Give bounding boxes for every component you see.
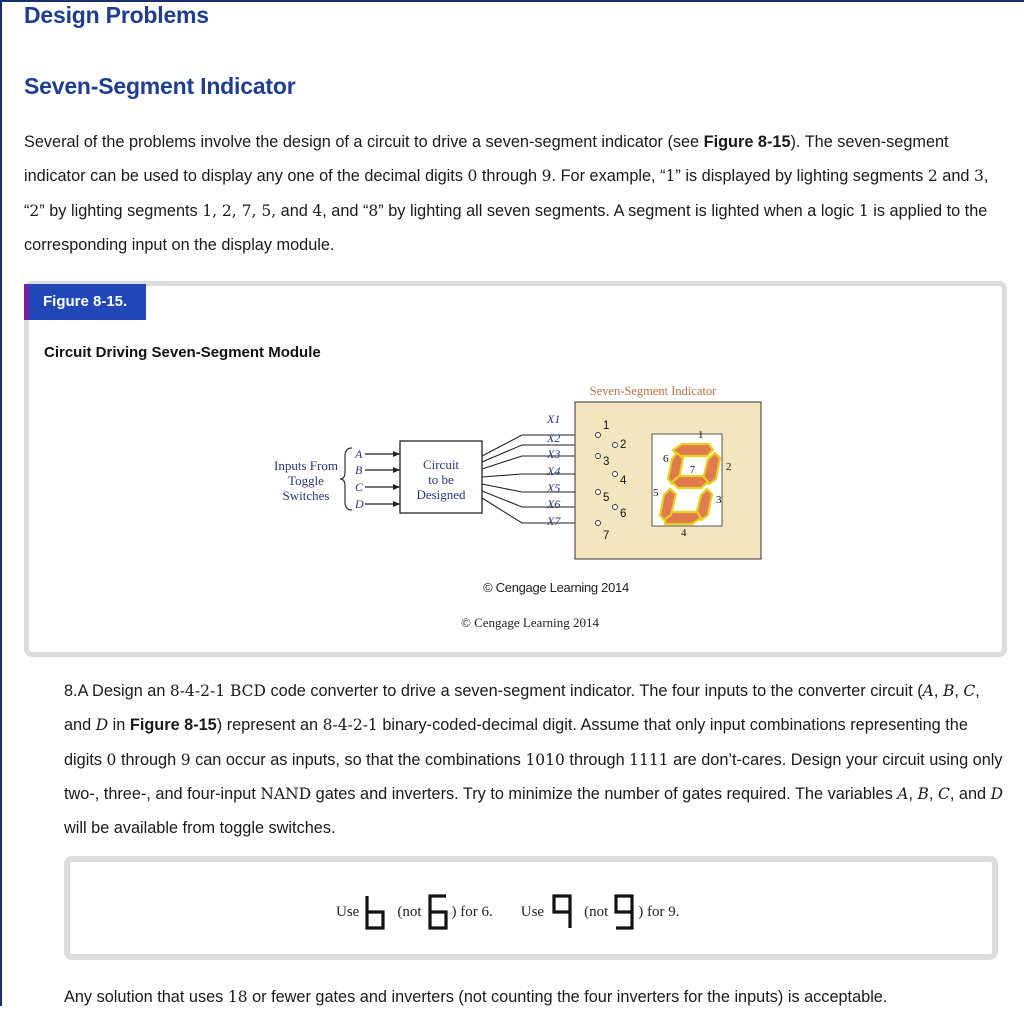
- section-title: Seven-Segment Indicator: [24, 73, 296, 99]
- output-label: X4: [547, 464, 561, 478]
- math-variable: C: [937, 784, 950, 803]
- problem-text: 8.A Design an: [64, 682, 170, 700]
- math-digit: 1: [665, 167, 676, 186]
- intro-text: ” by lighting segments: [39, 201, 203, 220]
- intro-paragraph: [24, 125, 1004, 262]
- problem-text: are don’t-cares. Design your circuit using only two-, three-, and four-input: [64, 750, 1003, 803]
- segment-number: 3: [716, 494, 722, 506]
- math-digit: 1: [858, 201, 869, 220]
- math-digit: 1111: [629, 750, 669, 769]
- output-label: X2: [547, 431, 561, 445]
- math-digit: 9: [180, 750, 191, 769]
- pin-terminal: [596, 454, 601, 459]
- math-digit: 2: [927, 167, 938, 186]
- window-frame-left: [0, 0, 2, 1006]
- math-digit: 0: [467, 167, 478, 186]
- intro-text: ). The seven-segment indicator can be used to display any one of the decimal digits: [24, 133, 949, 186]
- math-digit: 8: [368, 201, 379, 220]
- output-wire: [482, 445, 575, 462]
- math-variable: C: [963, 682, 976, 700]
- segment-number: 7: [690, 465, 695, 476]
- math-text: 8-4-2-1 BCD: [169, 682, 266, 700]
- intro-text: through: [477, 167, 542, 186]
- intro-text: is applied to the corresponding input on the display module.: [24, 201, 988, 254]
- note-text: Use: [336, 903, 360, 920]
- circuit-label-line: Circuit: [422, 457, 460, 472]
- problem-text: , and: [64, 682, 980, 735]
- pin-number: 7: [603, 530, 610, 542]
- digit-6-avoid-icon: [426, 892, 450, 932]
- output-wire: [482, 491, 575, 507]
- segment-number: 4: [681, 527, 687, 539]
- output-wire: [482, 498, 575, 523]
- math-text: NAND: [260, 784, 312, 803]
- intro-text: . For example, “: [551, 167, 666, 186]
- math-variable: B: [942, 682, 955, 700]
- problem-text: ,: [954, 682, 964, 700]
- inputs-label-line: Switches: [282, 488, 330, 503]
- problem-text: through: [116, 750, 181, 769]
- note-text: ) for 6.: [451, 903, 493, 920]
- note-text: (not: [397, 903, 422, 920]
- pin-terminal: [596, 433, 601, 438]
- intro-text: , and “: [322, 201, 369, 220]
- note-text: Use: [520, 903, 545, 920]
- digit-9-avoid-icon: [612, 892, 636, 932]
- pin-terminal: [596, 521, 601, 526]
- output-label: X6: [547, 497, 561, 511]
- figure-reference: Figure 8-15: [703, 133, 791, 151]
- intro-text: and: [276, 201, 313, 220]
- figure-caption: Circuit Driving Seven-Segment Module: [44, 344, 321, 361]
- math-digit: 3: [974, 167, 984, 186]
- math-text: 8-4-2-1: [322, 716, 378, 735]
- math-digit: 18: [227, 988, 248, 1006]
- intro-text: and: [937, 167, 974, 186]
- problem-text: ,: [908, 784, 918, 803]
- indicator-title: Seven-Segment Indicator: [589, 384, 717, 398]
- problem-text: through: [564, 750, 630, 769]
- problem-text: code converter to drive a seven-segment indicator. The four inputs to the converter circuit (: [265, 682, 923, 700]
- circuit-diagram: [260, 378, 780, 573]
- math-digit: 1, 2, 7, 5,: [202, 201, 277, 220]
- segment-7: [672, 476, 708, 488]
- math-digit: 4: [312, 201, 323, 220]
- pin-terminal: [596, 490, 601, 495]
- segment-number: 5: [653, 487, 659, 499]
- output-label: X7: [547, 514, 561, 528]
- digit-style-note: [336, 886, 680, 938]
- output-wire: [482, 484, 575, 492]
- circuit-label-line: to be: [428, 472, 454, 487]
- pin-terminal: [613, 505, 618, 510]
- math-digit: 9: [541, 167, 552, 186]
- intro-text: ” by lighting all seven segments. A segment is lighted when a logic: [378, 201, 859, 220]
- problem-paragraph: [64, 674, 1009, 845]
- math-digit: 0: [106, 750, 117, 769]
- segment-number: 1: [698, 429, 704, 441]
- problem-text: in: [108, 716, 130, 735]
- circuit-label-line: Designed: [416, 487, 466, 502]
- math-variable: B: [917, 784, 929, 803]
- output-label: X3: [547, 447, 561, 461]
- intro-text: , “: [24, 167, 989, 220]
- input-letter: C: [355, 480, 364, 494]
- math-variable: A: [897, 784, 909, 803]
- math-digit: 1010: [525, 750, 565, 769]
- intro-text: Several of the problems involve the design of a circuit to drive a seven-segment indicator (see: [24, 133, 704, 151]
- figure-reference: Figure 8-15: [129, 716, 217, 735]
- problem-text: ,: [933, 682, 943, 700]
- pin-terminal: [613, 443, 618, 448]
- output-wire: [482, 456, 575, 469]
- footer-text: Any solution that uses: [64, 988, 228, 1006]
- pin-number: 3: [603, 456, 610, 468]
- figure-tab: Figure 8-15.: [24, 284, 146, 320]
- math-variable: D: [95, 716, 109, 735]
- intro-text: ” is displayed by lighting segments: [675, 167, 928, 186]
- figure-credit: © Cengage Learning 2014: [483, 580, 629, 595]
- note-text: ) for 9.: [638, 903, 680, 920]
- problem-text: ,: [928, 784, 938, 803]
- problem-text: binary-coded-decimal digit. Assume that only input combinations representing the digits: [64, 716, 968, 769]
- page-title: Design Problems: [24, 2, 209, 28]
- problem-text: can occur as inputs, so that the combinations: [190, 750, 526, 769]
- pin-number: 6: [620, 508, 627, 520]
- math-variable: A: [922, 682, 934, 700]
- output-label: X5: [547, 481, 561, 495]
- output-wire: [482, 474, 575, 477]
- digit-6-preferred-icon: [363, 892, 387, 932]
- math-digit: 2: [29, 201, 40, 220]
- input-letter: D: [355, 497, 364, 511]
- note-text: (not: [584, 903, 609, 920]
- pin-number: 4: [620, 475, 627, 487]
- footer-text: or fewer gates and inverters (not counting the four inverters for the inputs) is acceptable.: [247, 988, 888, 1006]
- figure-credit: © Cengage Learning 2014: [460, 615, 600, 630]
- segment-number: 6: [663, 453, 669, 465]
- segment-number: 2: [726, 461, 732, 473]
- problem-text: ) represent an: [216, 716, 323, 735]
- pin-number: 2: [620, 439, 627, 451]
- problem-text: will be available from toggle switches.: [64, 819, 336, 838]
- pin-number: 5: [603, 492, 610, 504]
- inputs-label-line: Toggle: [288, 473, 324, 488]
- digit-9-preferred-icon: [550, 892, 574, 932]
- input-letter: B: [355, 463, 363, 477]
- input-brace: [340, 448, 352, 510]
- pin-number: 1: [603, 420, 610, 432]
- problem-text: , and: [949, 784, 991, 803]
- input-letter: A: [355, 447, 363, 461]
- inputs-label-line: Inputs From: [274, 458, 338, 473]
- problem-text: gates and inverters. Try to minimize the number of gates required. The variables: [311, 784, 898, 803]
- pin-terminal: [613, 472, 618, 477]
- output-label: X1: [547, 412, 561, 426]
- acceptance-note: [64, 980, 1014, 1014]
- math-variable: D: [990, 784, 1004, 803]
